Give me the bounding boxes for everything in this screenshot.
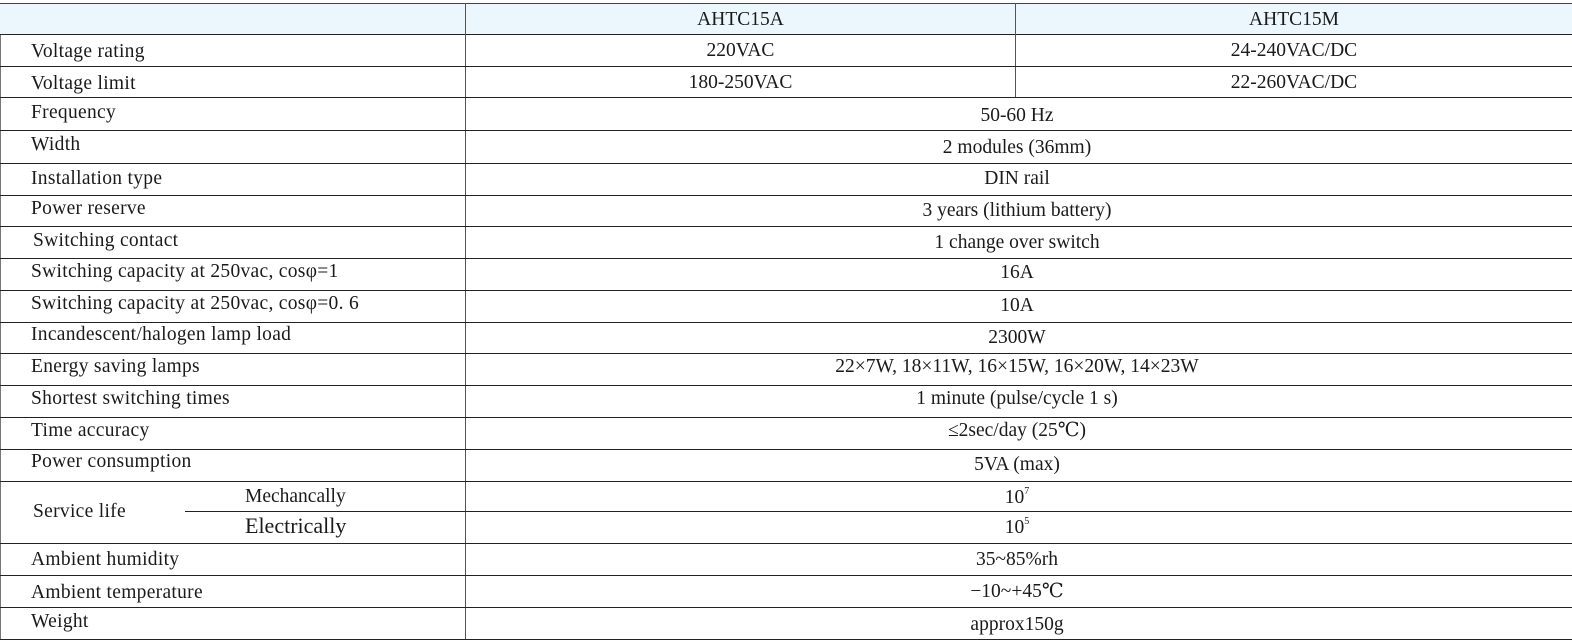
row-label-power-consumption: Power consumption [31,451,192,472]
row-label-incandescent-load: Incandescent/halogen lamp load [31,324,292,345]
sub-label-electrically: Electrically [245,513,347,538]
row-label-weight: Weight [31,611,89,632]
cell-power-reserve: 3 years (lithium battery) [922,200,1112,221]
row-label-shortest-switching: Shortest switching times [31,388,230,409]
divider [185,511,465,512]
divider [0,449,1572,450]
divider [465,511,1572,512]
row-label-frequency: Frequency [31,102,117,123]
cell-incandescent-load: 2300W [988,327,1046,348]
cell-weight: approx150g [970,614,1064,635]
cell-voltage-limit-a: 180-250VAC [688,72,793,93]
column-header-ahtc15a: AHTC15A [697,9,784,30]
divider [0,353,1572,354]
divider [0,66,1572,67]
sub-label-mechanically: Mechancally [245,486,346,507]
cell-installation-type: DIN rail [984,168,1050,189]
row-label-switching-capacity-06: Switching capacity at 250vac, cosφ=0. 6 [31,293,359,314]
cell-frequency: 50-60 Hz [980,105,1054,126]
row-label-time-accuracy: Time accuracy [31,420,150,441]
row-label-switching-capacity-1: Switching capacity at 250vac, cosφ=1 [31,261,339,282]
column-header-ahtc15m: AHTC15M [1249,9,1339,30]
divider [0,130,1572,131]
divider [0,290,1572,291]
divider [0,258,1572,259]
cell-mechanical-life [466,488,1568,508]
cell-switching-capacity-06: 10A [1000,295,1034,316]
cell-switching-contact: 1 change over switch [934,232,1100,253]
divider [0,385,1572,386]
cell-width: 2 modules (36mm) [942,137,1092,158]
row-label-voltage-rating: Voltage rating [31,41,145,62]
divider [0,639,1572,640]
cell-ambient-temperature: −10~+45℃ [970,581,1064,602]
electrical-life-base: 10 [1004,517,1025,538]
cell-electrical-life [466,518,1568,538]
divider [0,607,1572,608]
cell-voltage-rating-m: 24-240VAC/DC [1230,40,1358,61]
row-label-ambient-temperature: Ambient temperature [31,582,203,603]
row-label-service-life: Service life [33,501,126,522]
mechanical-life-exponent: 7 [1024,486,1030,497]
divider [0,226,1572,227]
cell-shortest-switching: 1 minute (pulse/cycle 1 s) [916,388,1118,409]
cell-energy-saving-lamps: 22×7W, 18×11W, 16×15W, 16×20W, 14×23W [835,356,1199,377]
cell-switching-capacity-1: 16A [1000,262,1034,283]
row-label-switching-contact: Switching contact [33,230,179,251]
cell-ambient-humidity: 35~85%rh [975,549,1059,570]
divider [0,322,1572,323]
divider [0,195,1572,196]
row-label-voltage-limit: Voltage limit [31,73,136,94]
cell-power-consumption: 5VA (max) [974,454,1060,475]
divider [0,575,1572,576]
row-label-width: Width [31,134,81,155]
row-label-ambient-humidity: Ambient humidity [31,549,180,570]
divider [0,417,1572,418]
mechanical-life-base: 10 [1004,487,1025,508]
divider [0,35,1,639]
divider [0,543,1572,544]
row-label-energy-saving-lamps: Energy saving lamps [31,356,200,377]
row-label-power-reserve: Power reserve [31,198,146,219]
divider [0,481,1572,482]
divider [0,163,1572,164]
row-label-installation-type: Installation type [31,168,163,189]
cell-voltage-limit-m: 22-260VAC/DC [1230,72,1358,93]
electrical-life-exponent: 5 [1024,516,1030,527]
divider [0,97,1572,98]
cell-voltage-rating-a: 220VAC [706,40,775,61]
cell-time-accuracy: ≤2sec/day (25℃) [947,420,1087,441]
